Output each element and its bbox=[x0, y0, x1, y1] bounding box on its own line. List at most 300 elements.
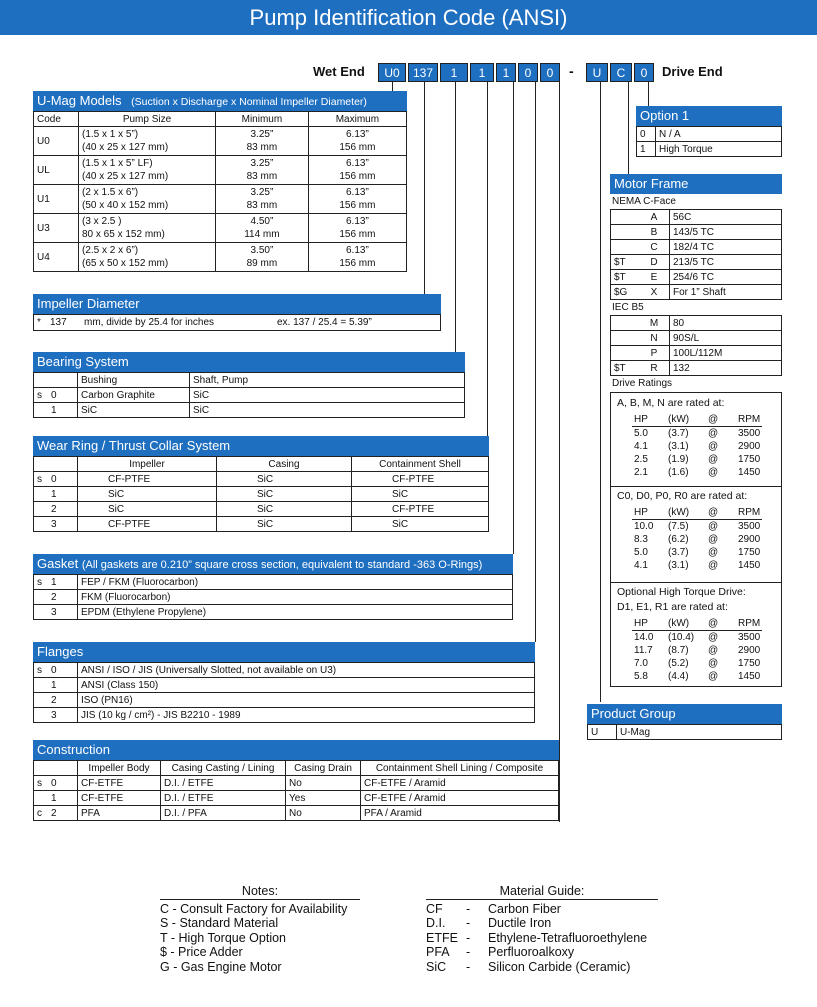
code-segment: U0 bbox=[378, 63, 406, 82]
option-desc: High Torque bbox=[656, 142, 782, 157]
size-in: (2 x 1.5 x 6”) bbox=[82, 187, 139, 198]
marker: $T bbox=[611, 361, 640, 376]
frame-desc: 100L/112M bbox=[670, 346, 782, 361]
casing: SiC bbox=[217, 517, 352, 532]
model-code: U3 bbox=[34, 214, 79, 243]
col-header: Code bbox=[34, 112, 79, 127]
size-mm: (50 x 40 x 152 mm) bbox=[82, 200, 169, 211]
size-in: (1.5 x 1 x 5”) bbox=[82, 129, 139, 140]
containment-shell: PFA / Aramid bbox=[361, 806, 559, 821]
impeller: SiC bbox=[78, 487, 217, 502]
option-code: 0 bbox=[637, 127, 656, 142]
dash: - bbox=[466, 945, 471, 959]
drive-cell: 4.1 bbox=[634, 441, 648, 452]
pump-size bbox=[79, 156, 216, 185]
code: 3 bbox=[51, 709, 57, 721]
code: 2 bbox=[51, 503, 57, 515]
divider bbox=[610, 486, 782, 487]
frame-code: X bbox=[639, 285, 670, 300]
option-code bbox=[34, 575, 78, 590]
frame-code: N bbox=[639, 331, 670, 346]
drive-col-header: RPM bbox=[738, 618, 761, 629]
code-segment: 137 bbox=[408, 63, 438, 82]
shaft: SiC bbox=[190, 388, 465, 403]
table-row bbox=[34, 403, 465, 418]
material-desc: Ductile Iron bbox=[488, 916, 552, 930]
connector-line bbox=[628, 82, 629, 174]
impeller-body: CF-ETFE bbox=[78, 791, 161, 806]
marker: s bbox=[37, 473, 42, 485]
table-row bbox=[637, 142, 782, 157]
drive-col-header: HP bbox=[634, 618, 648, 629]
drive-cell: 3500 bbox=[738, 632, 761, 643]
code-segment: 0 bbox=[540, 63, 560, 82]
pump-size bbox=[79, 243, 216, 272]
code-segment: 0 bbox=[634, 63, 654, 82]
frame-code: D bbox=[639, 255, 670, 270]
table-row bbox=[611, 255, 782, 270]
drive-cell: 1450 bbox=[738, 671, 761, 682]
max-mm: 156 mm bbox=[339, 258, 376, 269]
casing-drain: Yes bbox=[286, 791, 361, 806]
size-mm: 80 x 65 x 152 mm) bbox=[82, 229, 165, 240]
blank-cell bbox=[34, 373, 78, 388]
drive-cell: 2900 bbox=[738, 645, 761, 656]
code: 1 bbox=[51, 679, 57, 691]
col-header: Casing Drain bbox=[286, 761, 361, 776]
drive-col-header: HP bbox=[634, 414, 648, 425]
drive-col-header: HP bbox=[634, 507, 648, 518]
umag-subtitle: (Suction x Discharge x Nominal Impeller Diameter) bbox=[131, 96, 367, 108]
gasket-desc: EPDM (Ethylene Propylene) bbox=[78, 605, 513, 620]
size-mm: (65 x 50 x 152 mm) bbox=[82, 258, 169, 269]
col-header: Containment Shell bbox=[352, 457, 489, 472]
drive-group-title: C0, D0, P0, R0 are rated at: bbox=[617, 490, 748, 502]
drive-cell: @ bbox=[708, 671, 719, 682]
min-dia bbox=[216, 214, 309, 243]
col-header: Pump Size bbox=[79, 112, 216, 127]
max-mm: 156 mm bbox=[339, 200, 376, 211]
table-row bbox=[34, 776, 559, 791]
min-in: 3.50” bbox=[250, 245, 274, 256]
option-code bbox=[34, 590, 78, 605]
table-row bbox=[34, 590, 513, 605]
casing: SiC bbox=[217, 487, 352, 502]
connector-line bbox=[487, 82, 488, 437]
table-row bbox=[611, 361, 782, 376]
materials-title: Material Guide: bbox=[426, 884, 658, 900]
drive-ratings-label: Drive Ratings bbox=[612, 378, 673, 389]
frame-code: A bbox=[639, 210, 670, 225]
table-row bbox=[637, 127, 782, 142]
marker bbox=[611, 210, 640, 225]
gasket-header bbox=[33, 554, 513, 574]
drive-col-header: RPM bbox=[738, 507, 761, 518]
drive-cell: (3.1) bbox=[668, 441, 689, 452]
gasket-note: (All gaskets are 0.210” square cross section, equivalent to standard -363 O-Rings) bbox=[81, 559, 483, 571]
connector-line bbox=[513, 82, 514, 554]
model-code: U1 bbox=[34, 185, 79, 214]
material-item bbox=[426, 960, 658, 975]
drive-cell: 7.0 bbox=[634, 658, 648, 669]
impeller-header: Impeller Diameter bbox=[33, 294, 441, 314]
marker: s bbox=[37, 664, 42, 676]
containment: SiC bbox=[352, 517, 489, 532]
table-row bbox=[611, 240, 782, 255]
table-row bbox=[34, 517, 489, 532]
size-mm: (40 x 25 x 127 mm) bbox=[82, 171, 169, 182]
gasket-table bbox=[33, 574, 513, 620]
drive-cell: (8.7) bbox=[668, 645, 689, 656]
product-desc: U-Mag bbox=[617, 725, 782, 740]
code: 2 bbox=[51, 694, 57, 706]
size-mm: (40 x 25 x 127 mm) bbox=[82, 142, 169, 153]
min-in: 3.25” bbox=[250, 158, 274, 169]
marker bbox=[611, 225, 640, 240]
pump-size bbox=[79, 214, 216, 243]
marker: s bbox=[37, 777, 42, 789]
bushing: SiC bbox=[78, 403, 190, 418]
col-header: Containment Shell Lining / Composite bbox=[361, 761, 559, 776]
dash: - bbox=[466, 916, 471, 930]
model-code: UL bbox=[34, 156, 79, 185]
motor-header: Motor Frame bbox=[610, 174, 782, 194]
option1-table bbox=[636, 126, 782, 157]
table-row bbox=[611, 225, 782, 240]
product-header: Product Group bbox=[587, 704, 782, 724]
option-code bbox=[34, 776, 78, 791]
drive-cell: 3500 bbox=[738, 428, 761, 439]
pump-size bbox=[79, 127, 216, 156]
table-row bbox=[34, 791, 559, 806]
drive-cell: (7.5) bbox=[668, 521, 689, 532]
drive-col-header: (kW) bbox=[668, 507, 690, 518]
containment-shell: CF-ETFE / Aramid bbox=[361, 791, 559, 806]
drive-cell: 1750 bbox=[738, 454, 761, 465]
code-dash: - bbox=[569, 63, 574, 79]
drive-cell: @ bbox=[708, 534, 719, 545]
material-abbr: ETFE bbox=[426, 930, 458, 945]
option1-header: Option 1 bbox=[636, 106, 782, 126]
material-desc: Silicon Carbide (Ceramic) bbox=[488, 959, 631, 974]
impeller-value: 137 bbox=[50, 317, 67, 328]
connector-line bbox=[535, 82, 536, 642]
drive-cell: 1450 bbox=[738, 560, 761, 571]
code-segment: U bbox=[586, 63, 608, 82]
gasket-desc: FEP / FKM (Fluorocarbon) bbox=[78, 575, 513, 590]
max-in: 6.13” bbox=[345, 245, 369, 256]
model-code: U4 bbox=[34, 243, 79, 272]
marker bbox=[611, 316, 640, 331]
casing-casting: D.I. / ETFE bbox=[161, 791, 286, 806]
option-code bbox=[34, 708, 78, 723]
shaft: SiC bbox=[190, 403, 465, 418]
code-segment: 1 bbox=[470, 63, 494, 82]
frame-desc: For 1” Shaft bbox=[670, 285, 782, 300]
option-desc: N / A bbox=[656, 127, 782, 142]
code: 0 bbox=[51, 389, 57, 401]
min-mm: 83 mm bbox=[246, 171, 278, 182]
note-item: $ - Price Adder bbox=[160, 945, 243, 959]
drive-cell: @ bbox=[708, 560, 719, 571]
wet-end-label: Wet End bbox=[313, 64, 365, 79]
max-dia bbox=[308, 185, 406, 214]
min-dia bbox=[216, 156, 309, 185]
bearing-table bbox=[33, 372, 465, 418]
code: 0 bbox=[51, 664, 57, 676]
product-table bbox=[587, 724, 782, 740]
table-row bbox=[34, 693, 535, 708]
frame-code: M bbox=[639, 316, 670, 331]
dash: - bbox=[466, 901, 471, 916]
max-in: 6.13” bbox=[345, 158, 369, 169]
max-in: 6.13” bbox=[345, 216, 369, 227]
flange-desc: JIS (10 kg / cm²) - JIS B2210 - 1989 bbox=[78, 708, 535, 723]
marker bbox=[611, 240, 640, 255]
option-code bbox=[34, 472, 78, 487]
min-mm: 83 mm bbox=[246, 142, 278, 153]
product-code: U bbox=[588, 725, 617, 740]
gasket-title: Gasket bbox=[37, 556, 79, 571]
drive-cell: 1750 bbox=[738, 547, 761, 558]
size-in: (1.5 x 1 x 5” LF) bbox=[82, 158, 153, 169]
option-code bbox=[34, 517, 78, 532]
drive-cell: 2.1 bbox=[634, 467, 648, 478]
casing-drain: No bbox=[286, 806, 361, 821]
code-segment: C bbox=[610, 63, 632, 82]
drive-end-label: Drive End bbox=[662, 64, 723, 79]
connector-line bbox=[424, 82, 425, 294]
max-dia bbox=[308, 243, 406, 272]
drive-cell: (6.2) bbox=[668, 534, 689, 545]
table-row bbox=[611, 346, 782, 361]
drive-col-header: @ bbox=[708, 414, 719, 425]
drive-cell: @ bbox=[708, 428, 719, 439]
drive-cell: (3.7) bbox=[668, 547, 689, 558]
table-row bbox=[34, 708, 535, 723]
max-dia bbox=[308, 156, 406, 185]
size-in: (2.5 x 2 x 6”) bbox=[82, 245, 139, 256]
table-row bbox=[34, 806, 559, 821]
frame-desc: 56C bbox=[670, 210, 782, 225]
max-in: 6.13” bbox=[345, 129, 369, 140]
code: 3 bbox=[51, 518, 57, 530]
drive-col-header: RPM bbox=[738, 414, 761, 425]
code-segment: 1 bbox=[496, 63, 516, 82]
table-row bbox=[611, 331, 782, 346]
marker: c bbox=[37, 807, 42, 819]
table-row bbox=[34, 243, 407, 272]
drive-cell: 2900 bbox=[738, 441, 761, 452]
casing: SiC bbox=[217, 472, 352, 487]
table-row bbox=[34, 388, 465, 403]
table-row bbox=[34, 575, 513, 590]
code: 2 bbox=[51, 591, 57, 603]
max-dia bbox=[308, 214, 406, 243]
casing: SiC bbox=[217, 502, 352, 517]
min-dia bbox=[216, 243, 309, 272]
min-in: 4.50” bbox=[250, 216, 274, 227]
option-code: 1 bbox=[637, 142, 656, 157]
drive-cell: (1.6) bbox=[668, 467, 689, 478]
code: 1 bbox=[51, 488, 57, 500]
gasket-desc: FKM (Fluorocarbon) bbox=[78, 590, 513, 605]
frame-desc: 213/5 TC bbox=[670, 255, 782, 270]
marker bbox=[611, 331, 640, 346]
material-desc: Ethylene-Tetrafluoroethylene bbox=[488, 930, 648, 945]
nema-label: NEMA C-Face bbox=[612, 196, 676, 207]
drive-cell: 4.1 bbox=[634, 560, 648, 571]
containment: CF-PTFE bbox=[352, 502, 489, 517]
max-mm: 156 mm bbox=[339, 229, 376, 240]
drive-cell: 14.0 bbox=[634, 632, 654, 643]
drive-cell: (4.4) bbox=[668, 671, 689, 682]
connector-line bbox=[600, 82, 601, 702]
code-segment: 0 bbox=[518, 63, 538, 82]
drive-cell: @ bbox=[708, 658, 719, 669]
table-row bbox=[34, 127, 407, 156]
drive-cell: @ bbox=[708, 632, 719, 643]
drive-col-header: (kW) bbox=[668, 414, 690, 425]
table-row bbox=[34, 663, 535, 678]
option-code bbox=[34, 605, 78, 620]
note-item: S - Standard Material bbox=[160, 916, 279, 930]
drive-cell: 1750 bbox=[738, 658, 761, 669]
table-row bbox=[611, 210, 782, 225]
note-item: T - High Torque Option bbox=[160, 930, 286, 945]
material-item bbox=[426, 931, 658, 946]
drive-cell: 8.3 bbox=[634, 534, 648, 545]
model-code: U0 bbox=[34, 127, 79, 156]
material-item bbox=[426, 902, 658, 917]
drive-group-title: Optional High Torque Drive: bbox=[617, 586, 746, 598]
col-header: Impeller bbox=[78, 457, 217, 472]
containment: SiC bbox=[352, 487, 489, 502]
header-underline bbox=[632, 630, 762, 631]
drive-cell: 1450 bbox=[738, 467, 761, 478]
impeller-body: PFA bbox=[78, 806, 161, 821]
connector-line bbox=[455, 82, 456, 352]
option-code bbox=[34, 487, 78, 502]
table-row bbox=[34, 678, 535, 693]
drive-cell: (1.9) bbox=[668, 454, 689, 465]
frame-desc: 254/6 TC bbox=[670, 270, 782, 285]
notes bbox=[160, 884, 360, 974]
drive-cell: 5.0 bbox=[634, 428, 648, 439]
material-desc: Carbon Fiber bbox=[488, 901, 561, 916]
frame-code: B bbox=[639, 225, 670, 240]
min-mm: 83 mm bbox=[246, 200, 278, 211]
code: 1 bbox=[51, 404, 57, 416]
table-row bbox=[34, 472, 489, 487]
impeller-body: CF-ETFE bbox=[78, 776, 161, 791]
impeller: CF-PTFE bbox=[78, 517, 217, 532]
dash: - bbox=[466, 930, 471, 945]
min-in: 3.25” bbox=[250, 129, 274, 140]
table-row bbox=[34, 502, 489, 517]
drive-cell: @ bbox=[708, 547, 719, 558]
casing-casting: D.I. / PFA bbox=[161, 806, 286, 821]
material-abbr: SiC bbox=[426, 959, 447, 974]
min-in: 3.25” bbox=[250, 187, 274, 198]
material-abbr: PFA bbox=[426, 945, 450, 959]
table-row bbox=[611, 316, 782, 331]
drive-cell: 2.5 bbox=[634, 454, 648, 465]
col-header: Casing Casting / Lining bbox=[161, 761, 286, 776]
blank-cell bbox=[34, 457, 78, 472]
frame-code: E bbox=[639, 270, 670, 285]
impeller-star: * bbox=[37, 317, 41, 328]
drive-cell: 5.8 bbox=[634, 671, 648, 682]
header-underline bbox=[632, 426, 762, 427]
frame-desc: 132 bbox=[670, 361, 782, 376]
bushing: Carbon Graphite bbox=[78, 388, 190, 403]
drive-group-subtitle: D1, E1, R1 are rated at: bbox=[617, 601, 728, 613]
flange-desc: ISO (PN16) bbox=[78, 693, 535, 708]
connector-line bbox=[648, 82, 649, 106]
drive-cell: @ bbox=[708, 521, 719, 532]
drive-cell: @ bbox=[708, 454, 719, 465]
frame-desc: 80 bbox=[670, 316, 782, 331]
table-row bbox=[611, 270, 782, 285]
code: 1 bbox=[51, 576, 57, 588]
flange-desc: ANSI (Class 150) bbox=[78, 678, 535, 693]
containment: CF-PTFE bbox=[352, 472, 489, 487]
frame-desc: 143/5 TC bbox=[670, 225, 782, 240]
umag-title: U-Mag Models bbox=[37, 93, 122, 108]
option-code bbox=[34, 806, 78, 821]
code: 0 bbox=[51, 777, 57, 789]
table-row bbox=[34, 214, 407, 243]
size-in: (3 x 2.5 ) bbox=[82, 216, 122, 227]
max-mm: 156 mm bbox=[339, 171, 376, 182]
col-header: Maximum bbox=[308, 112, 406, 127]
drive-cell: 10.0 bbox=[634, 521, 654, 532]
impeller: CF-PTFE bbox=[78, 472, 217, 487]
max-dia bbox=[308, 127, 406, 156]
drive-cell: 3500 bbox=[738, 521, 761, 532]
min-mm: 89 mm bbox=[246, 258, 278, 269]
drive-group-title: A, B, M, N are rated at: bbox=[617, 397, 725, 409]
dash: - bbox=[466, 959, 471, 974]
drive-cell: (3.1) bbox=[668, 560, 689, 571]
drive-col-header: @ bbox=[708, 618, 719, 629]
frame-code: C bbox=[639, 240, 670, 255]
min-mm: 114 mm bbox=[244, 229, 280, 240]
marker bbox=[611, 346, 640, 361]
max-in: 6.13” bbox=[345, 187, 369, 198]
pump-size bbox=[79, 185, 216, 214]
impeller: SiC bbox=[78, 502, 217, 517]
page-title: Pump Identification Code (ANSI) bbox=[0, 0, 817, 35]
containment-shell: CF-ETFE / Aramid bbox=[361, 776, 559, 791]
impeller-example: ex. 137 / 25.4 = 5.39” bbox=[277, 317, 372, 328]
impeller-desc: mm, divide by 25.4 for inches bbox=[84, 317, 215, 328]
min-dia bbox=[216, 127, 309, 156]
option-code bbox=[34, 693, 78, 708]
drive-cell: 2900 bbox=[738, 534, 761, 545]
iec-table bbox=[610, 315, 782, 376]
table-row bbox=[611, 285, 782, 300]
option-code bbox=[34, 678, 78, 693]
umag-table bbox=[33, 111, 407, 272]
drive-cell: @ bbox=[708, 467, 719, 478]
casing-casting: D.I. / ETFE bbox=[161, 776, 286, 791]
drive-col-header: @ bbox=[708, 507, 719, 518]
note-item: C - Consult Factory for Availability bbox=[160, 901, 348, 916]
construction-header: Construction bbox=[33, 740, 559, 760]
casing-drain: No bbox=[286, 776, 361, 791]
